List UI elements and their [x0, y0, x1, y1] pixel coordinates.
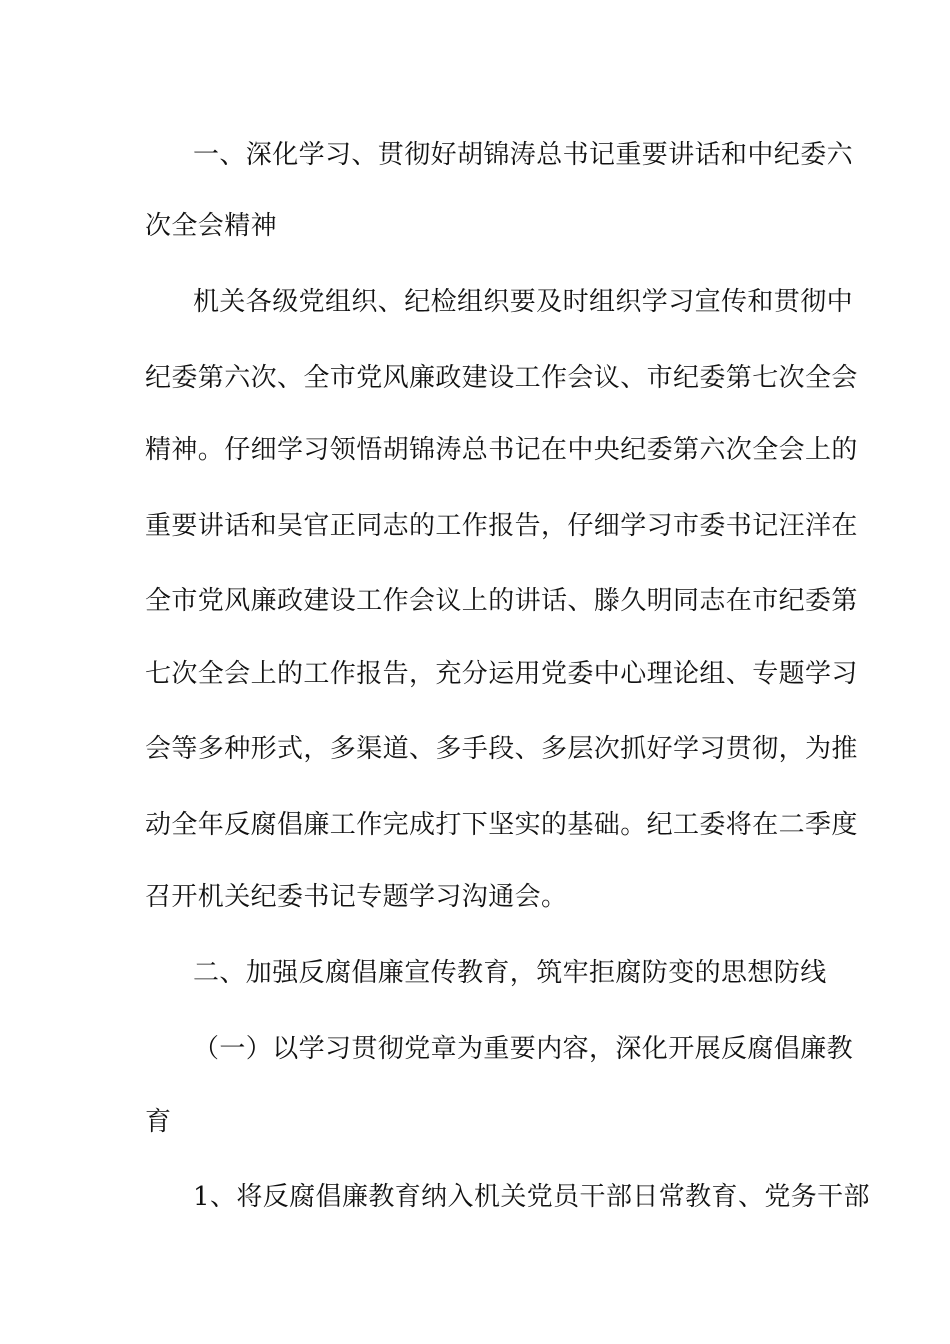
- paragraph-1-line-7: 会等多种形式，多渠道、多手段、多层次抓好学习贯彻，为推: [145, 734, 858, 764]
- heading-1-line-2: 次全会精神: [145, 211, 278, 241]
- paragraph-1-line-1: 机关各级党组织、纪检组织要及时组织学习宣传和贯彻中: [193, 287, 854, 317]
- paragraph-1-line-2: 纪委第六次、全市党风廉政建设工作会议、市纪委第七次全会: [145, 363, 858, 393]
- paragraph-1-line-4: 重要讲话和吴官正同志的工作报告，仔细学习市委书记汪洋在: [145, 511, 858, 541]
- heading-2: 二、加强反腐倡廉宣传教育，筑牢拒腐防变的思想防线: [193, 958, 827, 988]
- paragraph-1-line-9: 召开机关纪委书记专题学习沟通会。: [145, 882, 568, 912]
- paragraph-1-line-3: 精神。仔细学习领悟胡锦涛总书记在中央纪委第六次全会上的: [145, 435, 858, 465]
- paragraph-1-line-6: 七次全会上的工作报告，充分运用党委中心理论组、专题学习: [145, 659, 858, 689]
- heading-1-line-1: 一、深化学习、贯彻好胡锦涛总书记重要讲话和中纪委六: [193, 140, 854, 170]
- paragraph-1-line-8: 动全年反腐倡廉工作完成打下坚实的基础。纪工委将在二季度: [145, 810, 858, 840]
- paragraph-1-line-5: 全市党风廉政建设工作会议上的讲话、滕久明同志在市纪委第: [145, 586, 858, 616]
- subheading-1-line-2: 育: [145, 1107, 172, 1137]
- item-1-line-1: 1、将反腐倡廉教育纳入机关党员干部日常教育、党务干部: [193, 1182, 870, 1212]
- subheading-1-line-1: （一）以学习贯彻党章为重要内容，深化开展反腐倡廉教: [193, 1034, 854, 1064]
